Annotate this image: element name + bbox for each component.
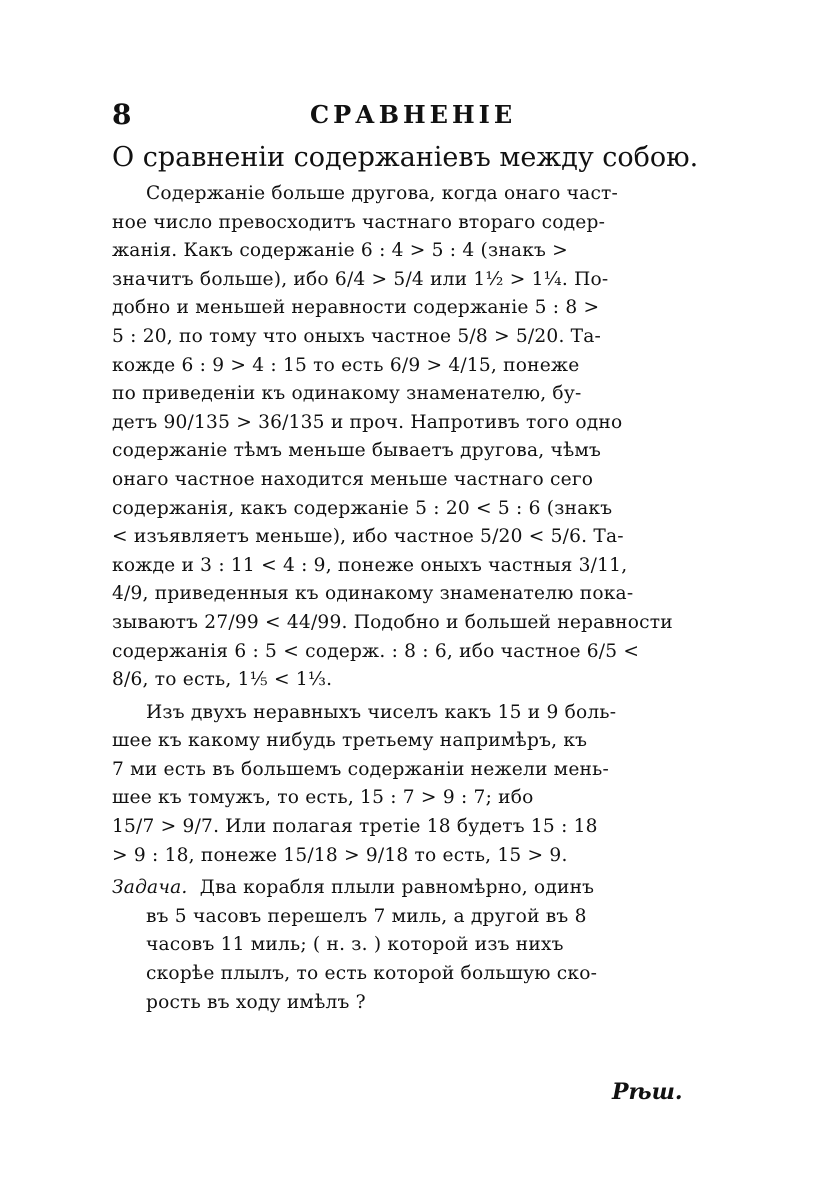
section-title: О сравненіи содержаніевъ между собою.	[112, 142, 699, 173]
text-line: зываютъ 27/99 < 44/99. Подобно и большей неравности	[112, 611, 673, 633]
text-line: 7 ми есть въ большемъ содержаніи нежели мень-	[112, 758, 609, 780]
text-line: добно и меньшей неравности содержаніе 5 : 8 >	[112, 297, 600, 319]
text-line: кожде 6 : 9 > 4 : 15 то есть 6/9 > 4/15, понеже	[112, 354, 580, 376]
text-line: жанія. Какъ содержаніе 6 : 4 > 5 : 4 (знакъ >	[112, 240, 568, 262]
task-label: Задача.	[112, 877, 188, 899]
running-head: СРАВНЕНІЕ	[310, 100, 517, 129]
text-line: Содержаніе больше другова, когда онаго част-	[146, 183, 619, 204]
text-line: въ 5 часовъ перешелъ 7 миль, а другой въ 8	[146, 905, 587, 927]
text-line: 8/6, то есть, 1⅕ < 1⅓.	[112, 669, 333, 691]
text-line: часовъ 11 миль; ( н. з. ) которой изъ нихъ	[146, 934, 564, 956]
text-line: содержаніе тѣмъ меньше бываетъ другова, чѣмъ	[112, 440, 602, 462]
text-line: кожде и 3 : 11 < 4 : 9, понеже оныхъ частныя 3/11,	[112, 554, 628, 576]
task-first-line	[112, 874, 697, 903]
page-body	[112, 180, 697, 1021]
task-first-line-text: Два корабля плыли равномѣрно, одинъ	[199, 877, 595, 899]
text-line: содержанія, какъ содержаніе 5 : 20 < 5 : 6 (знакъ	[112, 497, 613, 519]
text-line: значитъ больше), ибо 6/4 > 5/4 или 1½ > 1¼. По-	[112, 268, 609, 290]
paragraph-comparison-of-ratios	[112, 180, 697, 695]
text-line: Изъ двухъ неравныхъ чиселъ какъ 15 и 9 боль-	[146, 701, 617, 723]
text-line: содержанія 6 : 5 < содерж. : 8 : 6, ибо частное 6/5 <	[112, 640, 640, 662]
text-line: 4/9, приведенныя къ одинакому знаменателю пока-	[112, 583, 634, 605]
text-line: онаго частное находится меньше частнаго сего	[112, 468, 594, 490]
page-number: 8	[112, 98, 132, 131]
text-line: скорѣе плылъ, то есть которой большую ско-	[146, 963, 598, 985]
text-line: 15/7 > 9/7. Или полагая третіе 18 будетъ 15 : 18	[112, 816, 598, 838]
catchword: Рѣш.	[612, 1079, 683, 1105]
page-header	[112, 96, 722, 136]
text-line: детъ 90/135 > 36/135 и проч. Напротивъ того одно	[112, 411, 623, 433]
text-line: 5 : 20, по тому что оныхъ частное 5/8 > 5/20. Та-	[112, 325, 602, 347]
text-line: ное число превосходитъ частнаго втораго содер-	[112, 211, 606, 233]
text-line: < изъявляетъ меньше), ибо частное 5/20 < 5/6. Та-	[112, 526, 624, 548]
task-problem	[112, 874, 697, 1017]
text-line: > 9 : 18, понеже 15/18 > 9/18 то есть, 15 > 9.	[112, 844, 568, 866]
text-line: шее къ томужъ, то есть, 15 : 7 > 9 : 7; ибо	[112, 787, 534, 809]
text-line: рость въ ходу имѣлъ ?	[146, 991, 366, 1013]
text-line: по приведеніи къ одинакому знаменателю, бу-	[112, 383, 582, 405]
text-line: шее къ какому нибудь третьему напримѣръ, къ	[112, 730, 588, 752]
paragraph-two-unequal-numbers	[112, 699, 697, 871]
